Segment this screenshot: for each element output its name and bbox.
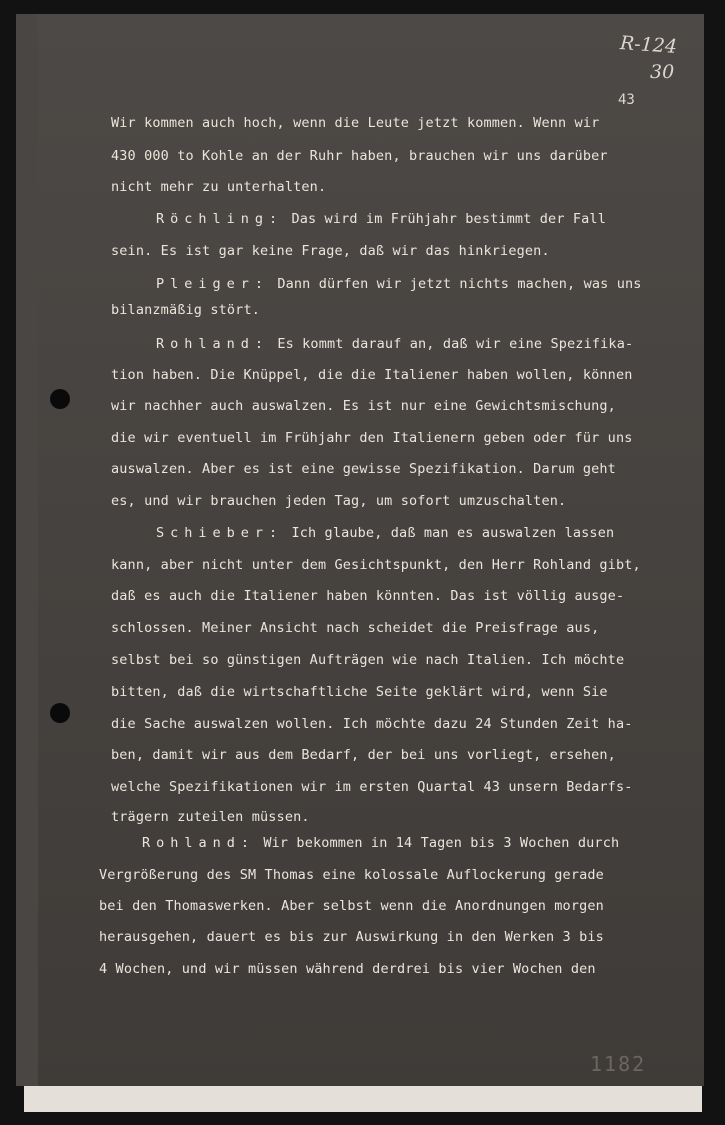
punch-hole-bottom: [50, 703, 70, 723]
page-number: 43: [618, 92, 635, 108]
text-line: daß es auch die Italiener haben könnten. Das ist völlig ausge-: [111, 588, 625, 604]
text-line: trägern zuteilen müssen.: [111, 809, 310, 825]
text-line: selbst bei so günstigen Aufträgen wie nach Italien. Ich möchte: [111, 652, 625, 668]
text-line: die wir eventuell im Frühjahr den Italienern geben oder für uns: [111, 430, 633, 446]
paper-bottom-edge: [24, 1086, 702, 1112]
text-line: wir nachher auch auswalzen. Es ist nur eine Gewichtsmischung,: [111, 398, 616, 414]
archive-stamp-number: 1182: [590, 1052, 647, 1076]
text-line: nicht mehr zu unterhalten.: [111, 179, 327, 195]
text-line: die Sache auswalzen wollen. Ich möchte dazu 24 Stunden Zeit ha-: [111, 716, 633, 732]
handwritten-annotation-num: 30: [650, 61, 675, 83]
handwritten-annotation-ref: R-124: [619, 32, 678, 58]
speaker-paragraph: [156, 336, 633, 352]
speaker-paragraph: [156, 276, 642, 292]
text-line: Wir kommen auch hoch, wenn die Leute jetzt kommen. Wenn wir: [111, 115, 600, 131]
text-line: Vergrößerung des SM Thomas eine kolossale Auflockerung gerade: [99, 867, 604, 883]
speaker-name: Pleiger:: [156, 276, 270, 292]
text-line: 430 000 to Kohle an der Ruhr haben, brauchen wir uns darüber: [111, 148, 608, 164]
text-line: herausgehen, dauert es bis zur Auswirkung in den Werken 3 bis: [99, 929, 604, 945]
speaker-name: Rohland:: [156, 336, 270, 352]
sheet-surface: [38, 14, 704, 1086]
text-line: es, und wir brauchen jeden Tag, um sofort umzuschalten.: [111, 493, 567, 509]
text-line: bilanzmäßig stört.: [111, 302, 260, 318]
text-line: 4 Wochen, und wir müssen während derdrei bis vier Wochen den: [99, 961, 596, 977]
text-span: Es kommt darauf an, daß wir eine Spezifika-: [277, 336, 634, 352]
text-line: auswalzen. Aber es ist eine gewisse Spezifikation. Darum geht: [111, 461, 616, 477]
document-sheet: [16, 14, 704, 1086]
text-line: welche Spezifikationen wir im ersten Quartal 43 unsern Bedarfs-: [111, 779, 633, 795]
text-line: tion haben. Die Knüppel, die die Italiener haben wollen, können: [111, 367, 633, 383]
speaker-paragraph: [156, 211, 606, 227]
speaker-name: Rohland:: [142, 835, 256, 851]
speaker-name: Röchling:: [156, 211, 284, 227]
text-span: Ich glaube, daß man es auswalzen lassen: [291, 525, 615, 541]
punch-hole-top: [50, 389, 70, 409]
text-span: Dann dürfen wir jetzt nichts machen, was uns: [277, 276, 642, 292]
speaker-paragraph: [156, 525, 614, 541]
text-line: bei den Thomaswerken. Aber selbst wenn die Anordnungen morgen: [99, 898, 604, 914]
text-span: Wir bekommen in 14 Tagen bis 3 Wochen durch: [263, 835, 620, 851]
text-line: ben, damit wir aus dem Bedarf, der bei uns vorliegt, ersehen,: [111, 747, 616, 763]
text-span: Das wird im Frühjahr bestimmt der Fall: [291, 211, 606, 227]
speaker-name: Schieber:: [156, 525, 284, 541]
text-line: sein. Es ist gar keine Frage, daß wir das hinkriegen.: [111, 243, 550, 259]
text-line: kann, aber nicht unter dem Gesichtspunkt, den Herr Rohland gibt,: [111, 557, 641, 573]
speaker-paragraph: [142, 835, 619, 851]
text-line: bitten, daß die wirtschaftliche Seite geklärt wird, wenn Sie: [111, 684, 608, 700]
text-line: schlossen. Meiner Ansicht nach scheidet die Preisfrage aus,: [111, 620, 600, 636]
